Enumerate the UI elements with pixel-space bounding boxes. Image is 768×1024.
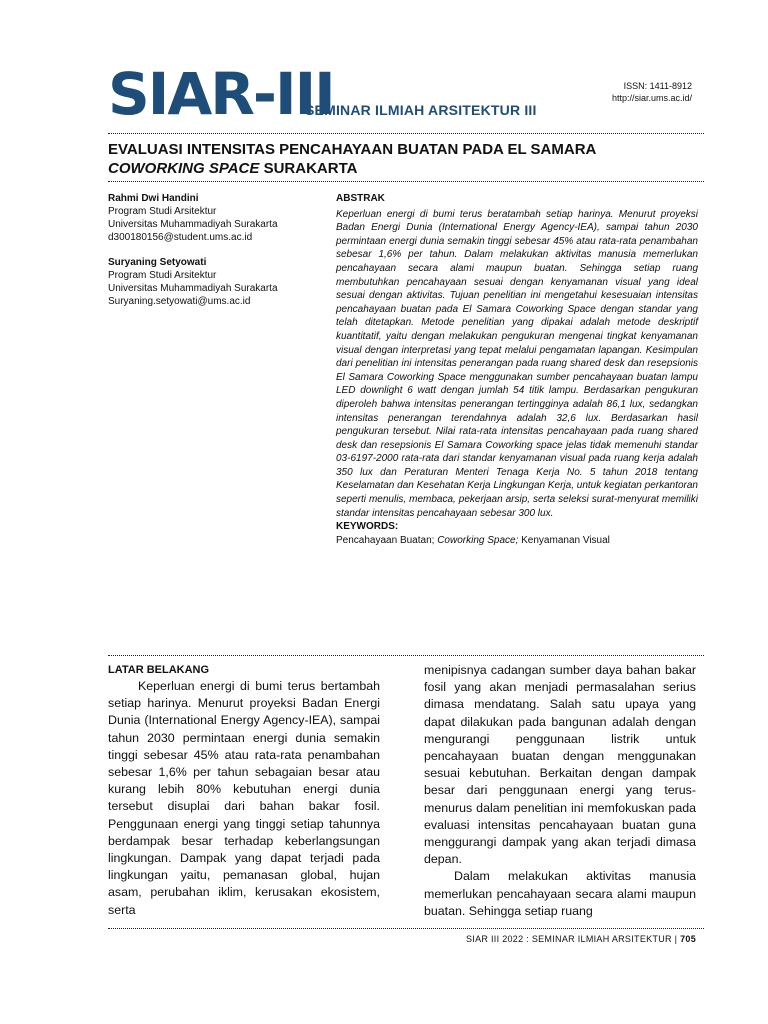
keyword-2: Coworking Space; (437, 534, 519, 546)
body-paragraph: menipisnya cadangan sumber daya bahan bakar fosil yang akan menjadi permasalahan serius dimasa mendatang. Salah satu upaya yang dapat dilakukan pada bangunan adalah dengan mengurangi penggunaan listrik untuk pencahayaan buatan dengan menggunakan sesuai kebutuhan. Berkaitan dengan dampak besar dari penggunaan energi yang terus-menurus dalam penelitian ini memfokuskan pada evaluasi intensitas pencahayaan buatan guna menggurangi dampak yang akan terjadi dimasa depan. (424, 663, 696, 867)
author-2-university: Universitas Muhammadiyah Surakarta (108, 283, 278, 294)
body-column-2 (424, 662, 696, 920)
keywords-heading: KEYWORDS: (336, 521, 399, 533)
issn-block (612, 80, 692, 104)
journal-url: http://siar.ums.ac.id/ (611, 93, 692, 103)
footer-text: SIAR III 2022 : SEMINAR ILMIAH ARSITEKTUR | (465, 934, 681, 944)
divider-top (108, 133, 704, 134)
issn-number: ISSN: 1411-8912 (623, 81, 692, 91)
author-2-email: Suryaning.setyowati@ums.ac.id (108, 296, 251, 307)
divider-title (108, 181, 704, 182)
keyword-3: Kenyamanan Visual (518, 534, 610, 546)
keywords-list (336, 534, 698, 548)
abstract-text: Keperluan energi di bumi terus beratambah setiap harinya. Menurut proyeksi Badan Energi Dunia (International Energy Agency-IEA), sampai tahun 2030 permintaan energi dunia semakin tinggi sebesar 45% atau rata-rata penambahan sebesar 1,6% per tahun. Dalam melakukan aktivitas manusia memerlukan pencahayaan secara alami maupun buatan. Sehingga setiap ruang membutuhkan pencahayaan sesuai dengan kenyamanan visual yang ideal sesuai dengan aktivitas. Tujuan penelitian ini mengetahui kesesuaian intensitas pencahayaan buatan pada El Samara Coworking Space dengan standar yang telah ditetapkan. Metode penelitian yang dipakai adalah metode deskriptif kuantitatif, yaitu dengan melakukan pengukuran mengenai tingkat kenyamanan visual dengan interpretasi yang tepat melalui pengamatan lapangan. Kesimpulan dari penelitian ini intensitas penerangan pada ruang shared desk dan resepsionis El Samara Coworking Space menggunakan sumber pencahayaan buatan lampu LED downlight 6 watt dengan jumlah 54 titik lampu. Berdasarkan pengukuran diperoleh bahwa intensitas penerangan tertingginya adalah 86,1 lux, sedangkan intensitas penerangan terendahnya adalah 32,6 lux. Berdasarkan hasil pengukuran tersebut. Nilai rata-rata intensitas pencahayaan pada ruang shared desk dan resepsionis El Samara Coworking space jelas tidak memenuhi standar 03-6197-2000 rata-rata dari standar kenyamanan visual pada ruang kerja adalah 350 lux dan Peraturan Menteri Tenaga Kerja No. 5 tahun 2018 tentang Keselamatan dan Kesehatan Kerja Lingkungan Kerja, untuk kegiatan perkantoran seperti menulis, membaca, pekerjaan arsip, serta seleksi surat-menyurat memiliki standar intensitas pencahayaan sebesar 300 lux. (336, 208, 698, 519)
page-footer (466, 934, 696, 944)
logo-main: SIAR- (108, 60, 275, 128)
logo-roman: III (274, 60, 334, 128)
body-column-1 (108, 662, 380, 919)
section-heading: LATAR BELAKANG (108, 664, 210, 676)
keyword-1: Pencahayaan Buatan; (336, 534, 438, 546)
paper-title (108, 140, 704, 178)
abstract-block (336, 192, 698, 547)
title-line-2 (108, 159, 704, 178)
divider-footer (108, 928, 704, 929)
body-paragraph: Keperluan energi di bumi terus bertambah setiap harinya. Menurut proyeksi Badan Energi Dunia (International Energy Agency-IEA), sampai tahun 2030 permintaan energi dunia semakin tinggi sebesar 45% atau rata-rata penambahan sebesar 1,6% per tahun sebagaian besar atau kurang lebih 80% kebutuhan energi dunia tersebut disuplai dari bahan bakar fosil. Penggunaan energi yang tinggi setiap tahunnya berdampak besar terhadap keberlangsungan lingkungan. Dampak yang dapat terjadi pada lingkungan yaitu, pemanasan global, hujan asam, perubahan iklim, kerusakan ekosistem, serta (108, 679, 380, 917)
title-line-1: EVALUASI INTENSITAS PENCAHAYAAN BUATAN PADA EL SAMARA (108, 141, 597, 158)
author-2-program: Program Studi Arsitektur (108, 270, 217, 281)
page-number: 705 (680, 934, 696, 944)
author-1-email: d300180156@student.ums.ac.id (108, 232, 253, 243)
author-1-university: Universitas Muhammadiyah Surakarta (108, 219, 278, 230)
author-2-name: Suryaning Setyowati (108, 257, 207, 268)
author-1-program: Program Studi Arsitektur (108, 206, 217, 217)
body-paragraph: Dalam melakukan aktivitas manusia memerlukan pencahayaan secara alami maupun buatan. Sehingga setiap ruang (424, 869, 696, 918)
abstract-heading: ABSTRAK (336, 193, 385, 204)
title-rest: SURAKARTA (259, 160, 358, 177)
author-1-name: Rahmi Dwi Handini (108, 193, 199, 204)
divider-abstract (108, 655, 704, 656)
title-italic: COWORKING SPACE (108, 160, 260, 177)
logo-subtitle: SEMINAR ILMIAH ARSITEKTUR III (305, 102, 537, 118)
logo-wordmark (108, 60, 334, 128)
authors-block (108, 192, 318, 308)
